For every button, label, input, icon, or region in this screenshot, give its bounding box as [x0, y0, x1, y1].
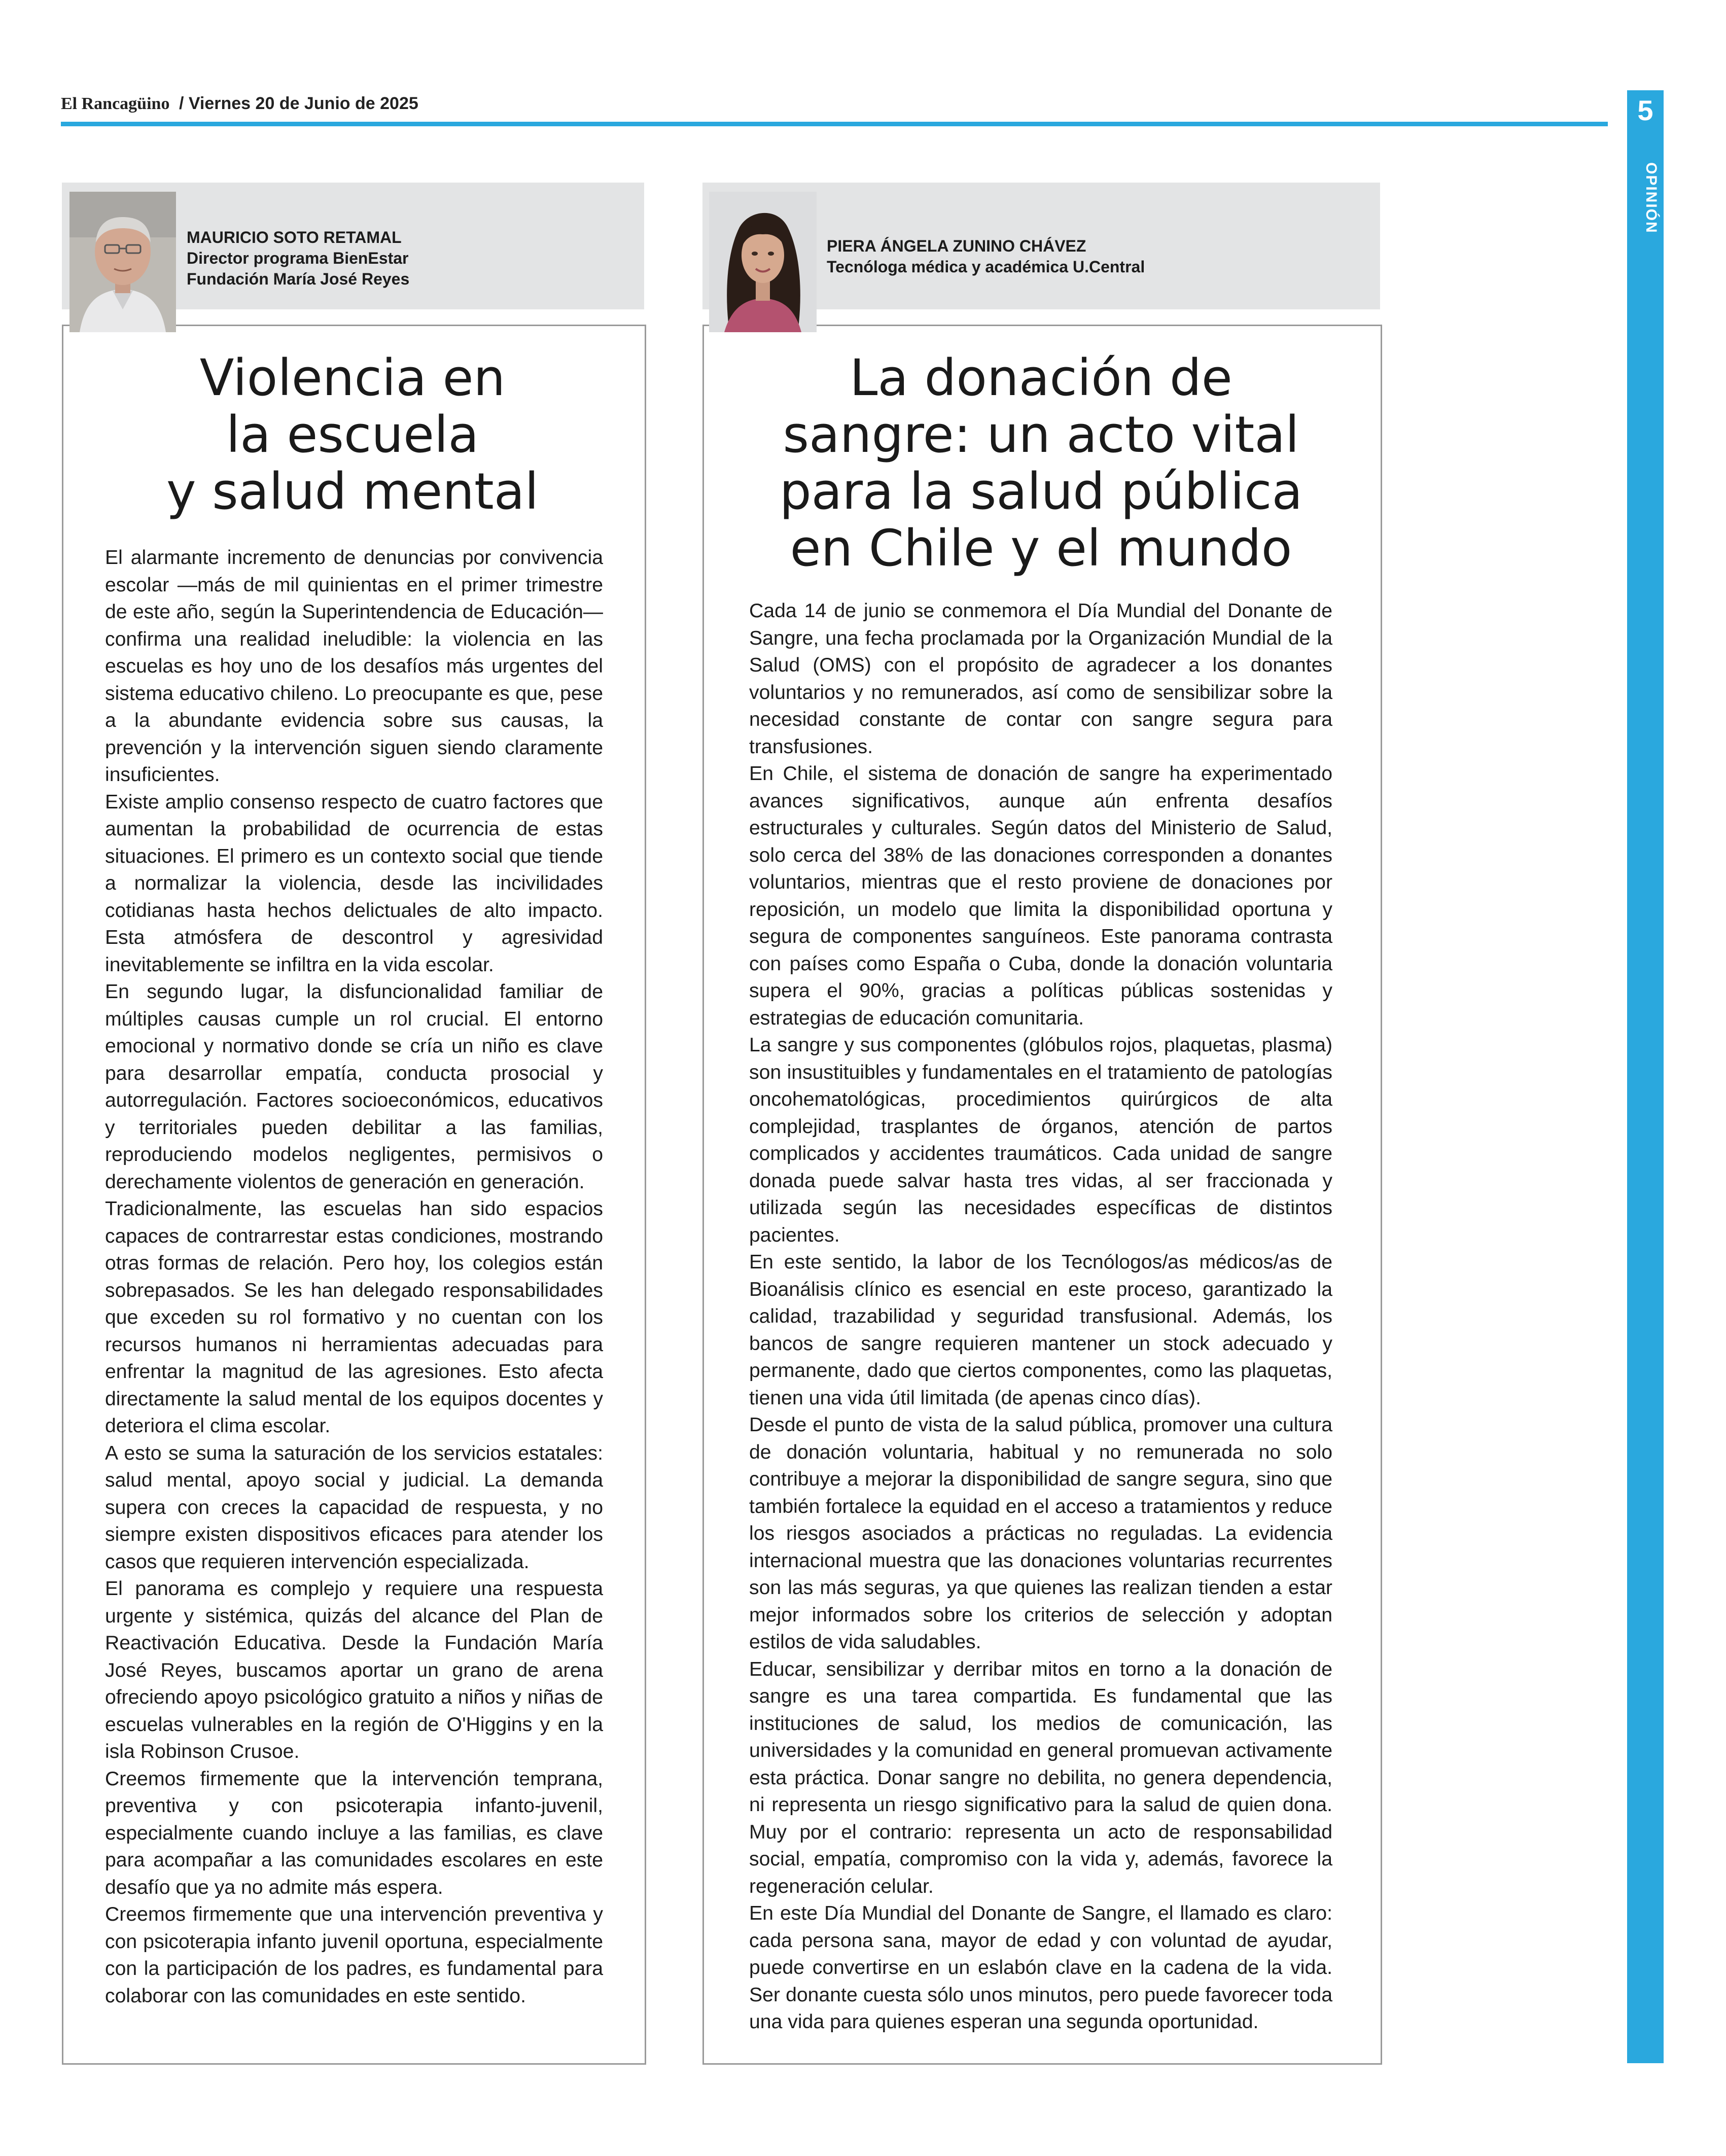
headline-1-line: la escuela	[226, 406, 479, 464]
paragraph: El panorama es complejo y requiere una respuesta urgente y sistémica, quizás del alcance del Plan de Reactivación Educativa. Desde la Fundación María José Reyes, buscamos aportar un grano de arena ofreciendo apoyo psicológico gratuito a niños y niñas de escuelas vulnerables en la región de O'Higgins y en la isla Robinson Crusoe.	[105, 1578, 603, 1762]
headline-2-line: en Chile y el mundo	[790, 519, 1292, 578]
author-name-2: PIERA ÁNGELA ZUNINO CHÁVEZ	[827, 237, 1086, 255]
author-org-1: Fundación María José Reyes	[187, 270, 410, 288]
author-photo-2	[709, 192, 817, 332]
header-rule	[61, 122, 1608, 126]
paragraph: Educar, sensibilizar y derribar mitos en torno a la donación de sangre es una tarea compartida. Es fundamental que las instituciones de salud, los medios de comunicación, las universidades y la comunidad en general promuevan activamente esta práctica. Donar sangre no debilita, no genera dependencia, ni representa un riesgo significativo para la salud de quien dona. Muy por el contrario: representa un acto de responsabilidad social, empatía, compromiso con la vida y, además, favorece la regeneración celular.	[749, 1658, 1332, 1897]
paragraph: A esto se suma la saturación de los servicios estatales: salud mental, apoyo social y judicial. La demanda supera con creces la capacidad de respuesta, y no siempre existen dispositivos eficaces para atender los casos que requieren intervención especializada.	[105, 1442, 603, 1573]
headline-2-line: para la salud pública	[779, 463, 1303, 521]
article-body-2	[749, 597, 1332, 2036]
author-name-1: MAURICIO SOTO RETAMAL	[187, 228, 402, 246]
author-portrait-2	[709, 192, 817, 332]
masthead	[61, 94, 418, 114]
paragraph: En segundo lugar, la disfuncionalidad familiar de múltiples causas cumple un rol crucial. El entorno emocional y normativo donde se cría un niño es clave para desarrollar empatía, conducta prosocial y autorregulación. Factores socioeconómicos, educativos y territoriales pueden debilitar a las familias, reproduciendo modelos negligentes, permisivos o derechamente violentos de generación en generación.	[105, 981, 603, 1193]
publication-name: El Rancagüino	[61, 94, 170, 113]
article-body-1	[105, 544, 603, 2009]
paragraph: Creemos firmemente que la intervención temprana, preventiva y con psicoterapia infanto-juvenil, especialmente cuando incluye a las familias, es clave para acompañar a las comunidades escolares en este desafío que ya no admite más espera.	[105, 1768, 603, 1898]
section-strip	[1627, 90, 1664, 2063]
issue-date: / Viernes 20 de Junio de 2025	[179, 94, 418, 113]
author-role-1: Director programa BienEstar	[187, 249, 409, 267]
author-info-2	[827, 236, 1145, 277]
paragraph: En este Día Mundial del Donante de Sangre, el llamado es claro: cada persona sana, mayor de edad y con voluntad de ayudar, puede convertirse en un eslabón clave en la cadena de la vida. Ser donante cuesta sólo unos minutos, pero puede favorecer toda una vida para quienes esperan una segunda oportunidad.	[749, 1902, 1332, 2033]
headline-2-line: La donación de	[850, 349, 1232, 407]
paragraph: Desde el punto de vista de la salud pública, promover una cultura de donación voluntaria, habitual y no remunerada no solo contribuye a mejorar la disponibilidad de sangre segura, sino que también fortalece la equidad en el acceso a tratamientos y reduce los riesgos asociados a prácticas no reguladas. La evidencia internacional muestra que las donaciones voluntarias recurrentes son las más seguras, ya que quienes las realizan tienden a estar mejor informados sobre los criterios de selección y adoptan estilos de vida saludables.	[749, 1414, 1332, 1653]
paragraph: Existe amplio consenso respecto de cuatro factores que aumentan la probabilidad de ocurrencia de estas situaciones. El primero es un contexto social que tiende a normalizar la violencia, desde las incivilidades cotidianas hasta hechos delictuales de alto impacto. Esta atmósfera de descontrol y agresividad inevitablemente se infiltra en la vida escolar.	[105, 791, 603, 976]
author-portrait-1	[69, 192, 176, 332]
author-role-2: Tecnóloga médica y académica U.Central	[827, 258, 1145, 276]
headline-1-line: y salud mental	[166, 463, 539, 521]
section-label: OPINIÓN	[1643, 162, 1660, 234]
headline-1-line: Violencia en	[199, 349, 506, 407]
paragraph: En este sentido, la labor de los Tecnólogos/as médicos/as de Bioanálisis clínico es esencial en este proceso, garantizado la calidad, trazabilidad y seguridad transfusional. Además, los bancos de sangre requieren mantener un stock adecuado y permanente, dado que ciertos componentes, como las plaquetas, tienen una vida útil limitada (de apenas cinco días).	[749, 1251, 1332, 1409]
paragraph: Tradicionalmente, las escuelas han sido espacios capaces de contrarrestar estas condiciones, mostrando otras formas de relación. Pero hoy, los colegios están sobrepasados. Se les han delegado responsabilidades que exceden su rol formativo y no cuentan con los recursos humanos ni herramientas adecuadas para enfrentar la magnitud de las agresiones. Esto afecta directamente la salud mental de los equipos docentes y deteriora el clima escolar.	[105, 1198, 603, 1437]
author-photo-1	[69, 192, 176, 332]
page-number: 5	[1637, 94, 1653, 126]
author-info-1	[187, 227, 409, 290]
paragraph: La sangre y sus componentes (glóbulos rojos, plaquetas, plasma) son insustituibles y fundamentales en el tratamiento de patologías oncohematológicas, procedimientos quirúrgicos de alta complejidad, trasplantes de órganos, atención de partos complicados y accidentes traumáticos. Cada unidad de sangre donada puede salvar hasta tres vidas, al ser fraccionada y utilizada según las necesidades específicas de distintos pacientes.	[749, 1034, 1332, 1246]
headline-2-line: sangre: un acto vital	[783, 406, 1299, 464]
paragraph: Cada 14 de junio se conmemora el Día Mundial del Donante de Sangre, una fecha proclamada por la Organización Mundial de la Salud (OMS) con el propósito de agradecer a los donantes voluntarios y no remunerados, así como de sensibilizar sobre la necesidad constante de contar con sangre segura para transfusiones.	[749, 600, 1332, 758]
headline-1	[81, 350, 624, 520]
paragraph: En Chile, el sistema de donación de sangre ha experimentado avances significativos, aunque aún enfrenta desafíos estructurales y culturales. Según datos del Ministerio de Salud, solo cerca del 38% de las donaciones corresponden a donantes voluntarios, mientras que el resto proviene de donaciones por reposición, un modelo que limita la disponibilidad oportuna y segura de componentes sanguíneos. Este panorama contrasta con países como España o Cuba, donde la donación voluntaria supera el 90%, gracias a políticas públicas sostenidas y estrategias de educación comunitaria.	[749, 763, 1332, 1029]
paragraph: Creemos firmemente que una intervención preventiva y con psicoterapia infanto juvenil oportuna, especialmente con la participación de los padres, es fundamental para colaborar con las comunidades en este sentido.	[105, 1903, 603, 2007]
headline-2	[725, 350, 1357, 577]
paragraph: El alarmante incremento de denuncias por convivencia escolar —más de mil quinientas en el primer trimestre de este año, según la Superintendencia de Educación— confirma una realidad ineludible: la violencia en las escuelas es hoy uno de los desafíos más urgentes del sistema educativo chileno. Lo preocupante es que, pese a la abundante evidencia sobre sus causas, la prevención y la intervención siguen siendo claramente insuficientes.	[105, 547, 603, 786]
